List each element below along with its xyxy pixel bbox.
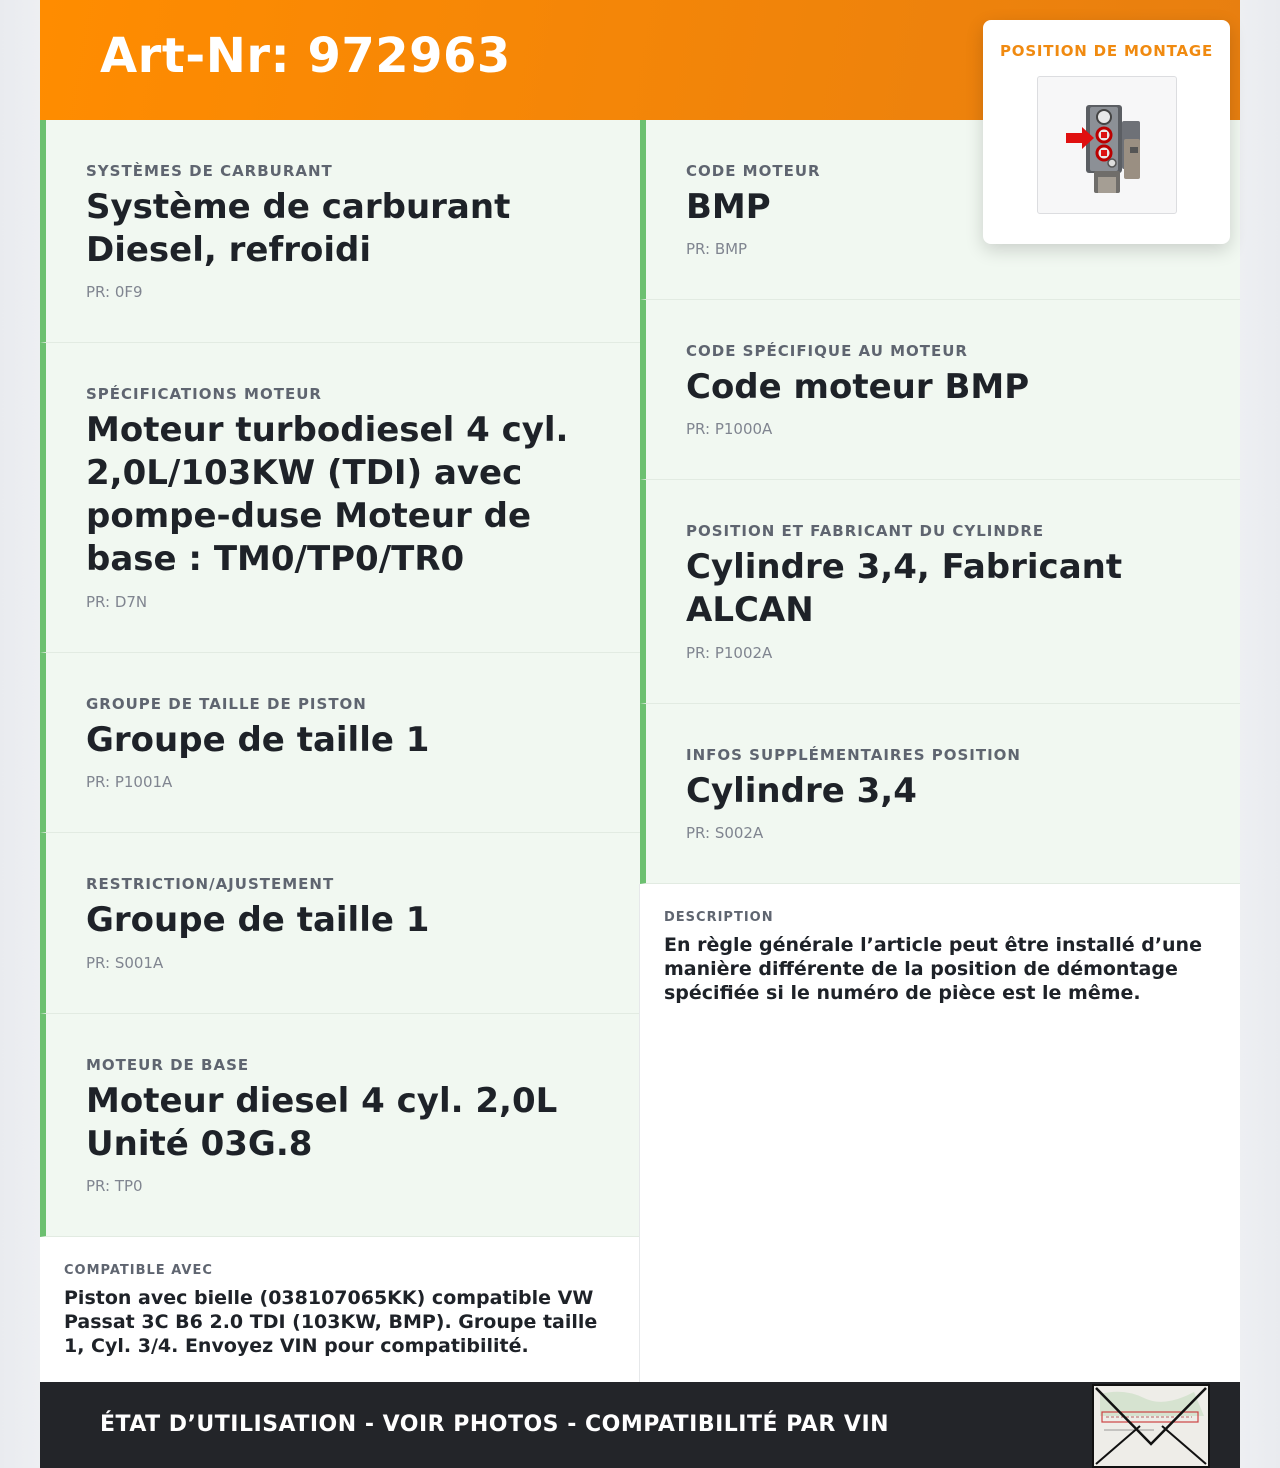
spec-fuel-system (40, 120, 640, 343)
spec-value: Moteur diesel 4 cyl. 2,0L Unité 03G.8 (86, 1081, 558, 1164)
spec-value: Groupe de taille 1 (86, 900, 430, 940)
engine-block-icon (1038, 77, 1178, 215)
compatibility-label: COMPATIBLE AVEC (64, 1263, 213, 1278)
spec-pr-code: PR: 0F9 (86, 283, 143, 301)
description-text: En règle générale l’article peut être installé d’une manière différente de la position de démontage spécifiée si le numéro de pièce est le même. (664, 934, 1202, 1004)
specs-left-column (40, 120, 640, 1237)
spec-label: POSITION ET FABRICANT DU CYLINDRE (686, 522, 1045, 540)
spec-label: RESTRICTION/AJUSTEMENT (86, 875, 335, 893)
spec-pr-code: PR: TP0 (86, 1177, 143, 1195)
mounting-position-card (983, 20, 1230, 244)
spec-label: GROUPE DE TAILLE DE PISTON (86, 695, 367, 713)
spec-value: Cylindre 3,4, Fabricant ALCAN (686, 547, 1123, 630)
spec-label: SPÉCIFICATIONS MOTEUR (86, 385, 322, 403)
spec-value: Groupe de taille 1 (86, 720, 430, 760)
spec-pr-code: PR: P1001A (86, 773, 173, 791)
footer-bar (40, 1382, 1240, 1468)
spec-restriction (40, 833, 640, 1014)
spec-label: INFOS SUPPLÉMENTAIRES POSITION (686, 746, 1021, 764)
spec-pr-code: PR: P1002A (686, 644, 773, 662)
footer-text: ÉTAT D’UTILISATION - VOIR PHOTOS - COMPATIBILITÉ PAR VIN (100, 1412, 890, 1437)
spec-engine-specific-code (640, 300, 1240, 480)
spec-pr-code: PR: BMP (686, 240, 748, 258)
vehicle-document-envelope-icon[interactable] (1092, 1384, 1210, 1468)
spec-additional-position (640, 704, 1240, 884)
engine-position-image[interactable] (1037, 76, 1177, 214)
compatibility-section (40, 1237, 639, 1382)
spec-pr-code: PR: D7N (86, 593, 148, 611)
spec-base-engine (40, 1014, 640, 1237)
description-label: DESCRIPTION (664, 910, 774, 925)
spec-engine-specifications (40, 343, 640, 653)
spec-cylinder-position (640, 480, 1240, 704)
spec-value: Moteur turbodiesel 4 cyl. 2,0L/103KW (TDI) avec pompe-duse Moteur de base : TM0/TP0/TR0 (86, 410, 569, 579)
spec-piston-size-group (40, 653, 640, 833)
envelope-icon (1094, 1386, 1208, 1466)
spec-pr-code: PR: S002A (686, 824, 764, 842)
spec-value: Cylindre 3,4 (686, 771, 917, 811)
spec-value: BMP (686, 187, 771, 227)
spec-pr-code: PR: P1000A (686, 420, 773, 438)
spec-pr-code: PR: S001A (86, 954, 164, 972)
spec-label: CODE MOTEUR (686, 162, 821, 180)
spec-label: MOTEUR DE BASE (86, 1056, 250, 1074)
spec-value: Système de carburant Diesel, refroidi (86, 187, 511, 270)
spec-label: CODE SPÉCIFIQUE AU MOTEUR (686, 342, 968, 360)
spec-value: Code moteur BMP (686, 367, 1030, 407)
product-sheet (40, 0, 1240, 1468)
compatibility-text: Piston avec bielle (038107065KK) compatible VW Passat 3C B6 2.0 TDI (103KW, BMP). Groupe taille 1, Cyl. 3/4. Envoyez VIN pour compatibilité. (64, 1287, 598, 1357)
mounting-position-title: POSITION DE MONTAGE (999, 42, 1214, 60)
article-number-title: Art-Nr: 972963 (100, 28, 511, 84)
description-section (640, 884, 1240, 1382)
spec-label: SYSTÈMES DE CARBURANT (86, 162, 333, 180)
